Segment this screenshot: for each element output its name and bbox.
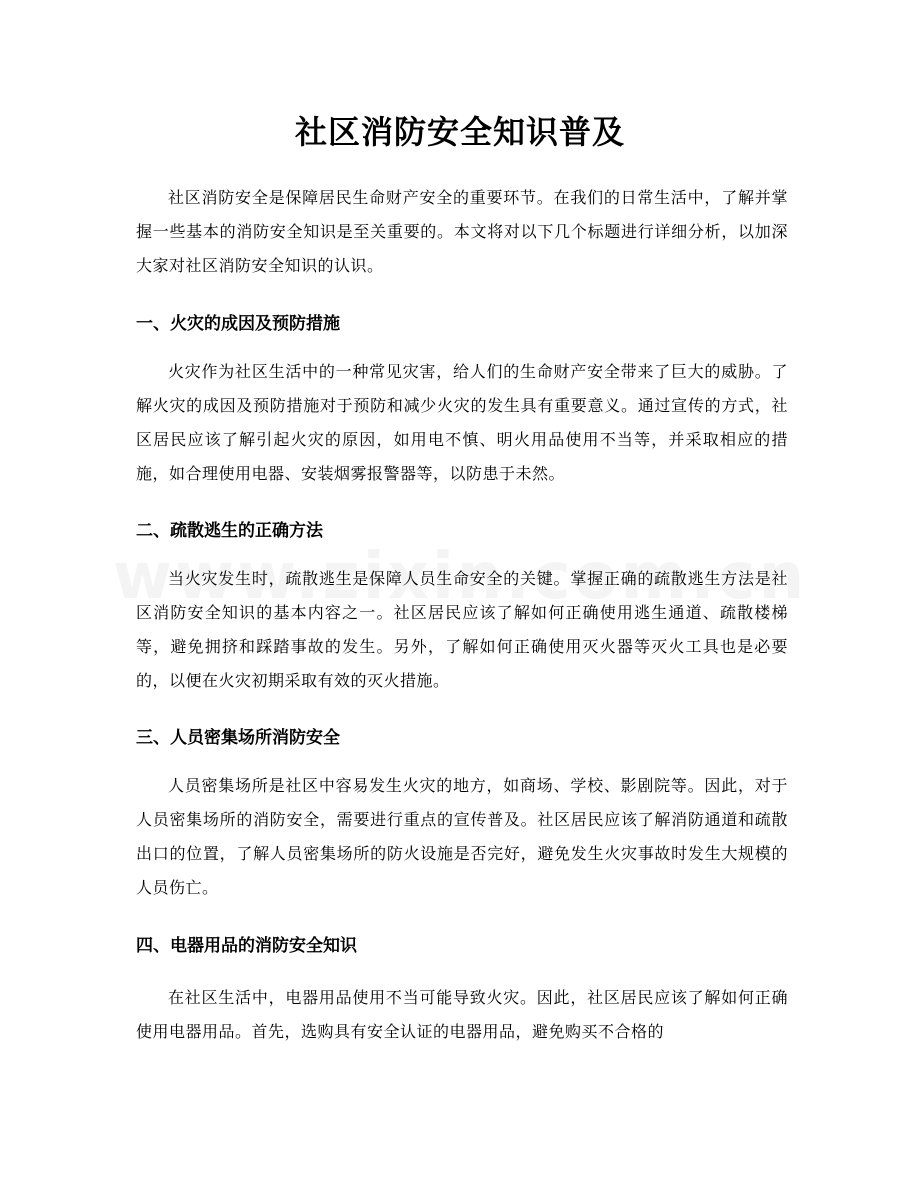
page-title: 社区消防安全知识普及 <box>294 113 625 151</box>
section-2-heading: 二、疏散逃生的正确方法 <box>136 521 323 541</box>
section-4-heading: 四、电器用品的消防安全知识 <box>136 936 357 956</box>
section-2-paragraph: 当火灾发生时，疏散逃生是保障人员生命安全的关键。掌握正确的疏散逃生方法是社区消防安全知识的基本内容之一。社区居民应该了解如何正确使用逃生通道、疏散楼梯等，避免拥挤和踩踏事故的发生。另外，了解如何正确使用灭火器等灭火工具也是必要的，以便在火灾初期采取有效的灭火措施。 <box>136 569 788 690</box>
intro-paragraph: 社区消防安全是保障居民生命财产安全的重要环节。在我们的日常生活中，了解并掌握一些基本的消防安全知识是至关重要的。本文将对以下几个标题进行详细分析，以加深大家对社区消防安全知识的认识。 <box>136 188 788 275</box>
section-3-heading: 三、人员密集场所消防安全 <box>136 728 340 748</box>
section-4-paragraph: 在社区生活中，电器用品使用不当可能导致火灾。因此，社区居民应该了解如何正确使用电器用品。首先，选购具有安全认证的电器用品，避免购买不合格的 <box>136 988 788 1041</box>
section-3-paragraph: 人员密集场所是社区中容易发生火灾的地方，如商场、学校、影剧院等。因此，对于人员密集场所的消防安全，需要进行重点的宣传普及。社区居民应该了解消防通道和疏散出口的位置，了解人员密集场所的防火设施是否完好，避免发生火灾事故时发生大规模的人员伤亡。 <box>136 776 788 897</box>
section-1-paragraph: 火灾作为社区生活中的一种常见灾害，给人们的生命财产安全带来了巨大的威胁。了解火灾的成因及预防措施对于预防和减少火灾的发生具有重要意义。通过宣传的方式，社区居民应该了解引起火灾的原因，如用电不慎、明火用品使用不当等，并采取相应的措施，如合理使用电器、安装烟雾报警器等，以防患于未然。 <box>136 362 788 483</box>
section-1-heading: 一、火灾的成因及预防措施 <box>136 314 340 334</box>
